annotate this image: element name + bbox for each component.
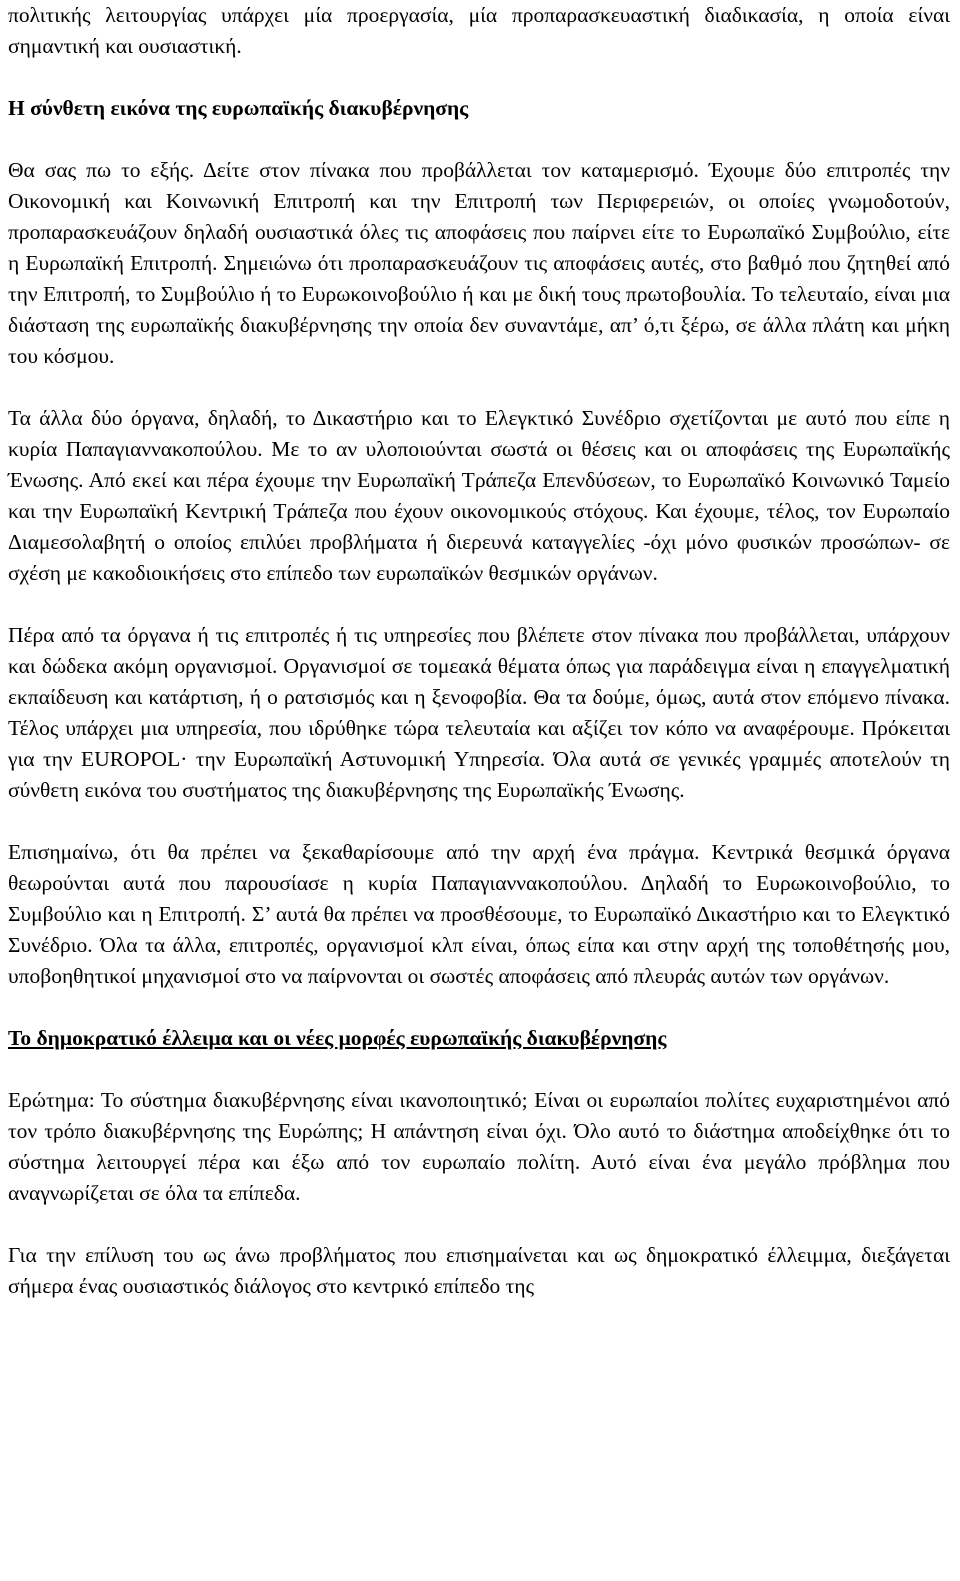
- section-heading-composite-governance: Η σύνθετη εικόνα της ευρωπαϊκής διακυβέρνησης: [8, 96, 469, 120]
- paragraph-question: Ερώτημα: Το σύστημα διακυβέρνησης είναι ικανοποιητικό; Είναι οι ευρωπαίοι πολίτες ευχαριστημένοι από τον τρόπο διακυβέρνησης της Ευρώπης; Η απάντηση είναι όχι. Όλο αυτό το διάστημα αποδείχθηκε ότι το σύστημα λειτουργεί πέρα και έξω από τον ευρωπαίο πολίτη. Αυτό είναι ένα μεγάλο πρόβλημα που αναγνωρίζεται σε όλα τα επίπεδα.: [8, 1088, 950, 1205]
- paragraph-dialogue: Για την επίλυση του ως άνω προβλήματος που επισημαίνεται και ως δημοκρατικό έλλειμμα, διεξάγεται σήμερα ένας ουσιαστικός διάλογος στο κεντρικό επίπεδο της: [8, 1243, 950, 1298]
- intro-paragraph: πολιτικής λειτουργίας υπάρχει μία προεργασία, μία προπαρασκευαστική διαδικασία, η οποία είναι σημαντική και ουσιαστική.: [8, 3, 950, 58]
- paragraph-committees: Θα σας πω το εξής. Δείτε στον πίνακα που προβάλλεται τον καταμερισμό. Έχουμε δύο επιτροπές την Οικονομική και Κοινωνική Επιτροπή και την Επιτροπή των Περιφερειών, οι οποίες γνωμοδοτούν, προπαρασκευάζουν δηλαδή ουσιαστικά όλες τις αποφάσεις που παίρνει είτε το Ευρωπαϊκό Συμβούλιο, είτε η Ευρωπαϊκή Επιτροπή. Σημειώνω ότι προπαρασκευάζουν τις αποφάσεις αυτές, στο βαθμό που ζητηθεί από την Επιτροπή, το Συμβούλιο ή το Ευρωκοινοβούλιο ή και με δική τους πρωτοβουλία. Το τελευταίο, είναι μια διάσταση της ευρωπαϊκής διακυβέρνησης την οποία δεν συναντάμε, απ’ ό,τι ξέρω, σε άλλα πλάτη και μήκη του κόσμου.: [8, 158, 950, 368]
- paragraph-court-and-banks: Τα άλλα δύο όργανα, δηλαδή, το Δικαστήριο και το Ελεγκτικό Συνέδριο σχετίζονται με αυτό που είπε η κυρία Παπαγιαννακοπούλου. Με το αν υλοποιούνται σωστά οι θέσεις και οι αποφάσεις της Ευρωπαϊκής Ένωσης. Από εκεί και πέρα έχουμε την Ευρωπαϊκή Τράπεζα Επενδύσεων, το Ευρωπαϊκό Κοινωνικό Ταμείο και την Ευρωπαϊκή Κεντρική Τράπεζα που έχουν οικονομικούς στόχους. Και έχουμε, τέλος, τον Ευρωπαίο Διαμεσολαβητή ο οποίος επιλύει προβλήματα ή διερευνά καταγγελίες -όχι μόνο φυσικών προσώπων- σε σχέση με κακοδιοικήσεις στο επίπεδο των ευρωπαϊκών θεσμικών οργάνων.: [8, 406, 950, 585]
- paragraph-central-institutions: Επισημαίνω, ότι θα πρέπει να ξεκαθαρίσουμε από την αρχή ένα πράγμα. Κεντρικά θεσμικά όργανα θεωρούνται αυτά που παρουσίασε η κυρία Παπαγιαννακοπούλου. Δηλαδή το Ευρωκοινοβούλιο, το Συμβούλιο και η Επιτροπή. Σ’ αυτά θα πρέπει να προσθέσουμε, το Ευρωπαϊκό Δικαστήριο και το Ελεγκτικό Συνέδριο. Όλα τα άλλα, επιτροπές, οργανισμοί κλπ είναι, όπως είπα και στην αρχή της τοποθέτησής μου, υποβοηθητικοί μηχανισμοί στο να παίρνονται οι σωστές αποφάσεις από πλευράς αυτών των οργάνων.: [8, 840, 950, 988]
- paragraph-agencies: Πέρα από τα όργανα ή τις επιτροπές ή τις υπηρεσίες που βλέπετε στον πίνακα που προβάλλεται, υπάρχουν και δώδεκα ακόμη οργανισμοί. Οργανισμοί σε τομεακά θέματα όπως για παράδειγμα είναι η επαγγελματική εκπαίδευση και κατάρτιση, ή ο ρατσισμός και η ξενοφοβία. Θα τα δούμε, όμως, αυτά στον επόμενο πίνακα. Τέλος υπάρχει μια υπηρεσία, που ιδρύθηκε τώρα τελευταία και αξίζει τον κόπο να αναφέρουμε. Πρόκειται για την EUROPOL· την Ευρωπαϊκή Αστυνομική Υπηρεσία. Όλα αυτά σε γενικές γραμμές αποτελούν τη σύνθετη εικόνα του συστήματος της διακυβέρνησης της Ευρωπαϊκής Ένωσης.: [8, 623, 950, 802]
- section-heading-democratic-deficit: Το δημοκρατικό έλλειμα και οι νέες μορφές ευρωπαϊκής διακυβέρνησης: [8, 1026, 667, 1050]
